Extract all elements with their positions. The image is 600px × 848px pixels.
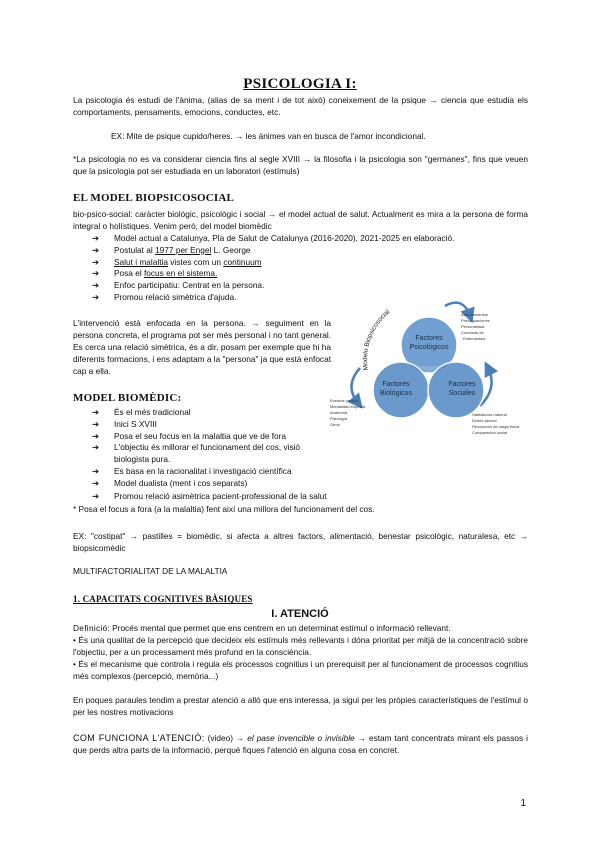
arrow-icon: ➔ (92, 442, 99, 453)
list-item: ➔ Postulat al 1977 per Engel L. George (92, 244, 251, 255)
biopsico-list (92, 233, 522, 304)
atencio-paragraph: En poques paraules tendim a prestar atenció a allò que ens interessa, ja sigui per les pròpies característiques de l'estímul o per les nostres motivacions (73, 695, 528, 717)
biopsico-paragraph: L'intervenció està enfocada en la persona. → seguiment en la persona concreta, el programa pot ser més personal i no tant general. Es cerca una relació simètrica, és a dir, posam per exemple que hi ha diferents formacions, i ens adaptam a la "persona" ja que està enfocat cap a ella. (73, 318, 331, 376)
arrow-icon: ➔ (92, 491, 99, 501)
biomedic-note: * Posa el focus a fora (a la malaltia) fent així una millora del funcionament del cos. (73, 504, 375, 514)
biopsicosocial-diagram (330, 298, 520, 448)
list-item: ➔ Promou relació asimètrica pacient-professional de la salut (92, 491, 327, 501)
list-item: ➔ L'objectiu és millorar el funcionament del cos, visió biologista pura. (92, 442, 301, 465)
arrow-icon: ➔ (92, 418, 99, 429)
arrow-icon: ➔ (92, 407, 99, 417)
diagram-list-item: Otros (330, 422, 340, 427)
arrow-icon: ➔ (92, 280, 99, 291)
arrow-icon: ➔ (92, 256, 99, 267)
diagram-list-item: Anatomía (330, 410, 348, 415)
biomedic-heading: MODEL BIOMÈDIC: (73, 392, 182, 404)
circle-label: Psicológicos (409, 344, 449, 351)
circle-label: Factores (382, 381, 410, 388)
diagram-list-item: Afrontamientos (461, 312, 488, 317)
diagram-list-item: Personalidad (461, 324, 485, 329)
biopsico-intro: bio-psico-social: caràcter biològic, psicològic i social → el model actual de salut. Actualment es mira a la persona de forma integral o holístiques. Venim però, del model biomèdic (73, 209, 528, 231)
atencio-definition: Definició: Procés mental que permet que ens centrem en un determinat estímul o informació rellevant. (73, 623, 451, 633)
circle-label: Factores (448, 381, 476, 388)
arrow-icon: ➔ (92, 244, 99, 255)
page-title: PSICOLOGIA I: (243, 76, 357, 92)
list-item: ➔ Model dualista (ment i cos separats) (92, 477, 248, 488)
arrow-icon: ➔ (92, 291, 99, 302)
biomedic-list (92, 407, 322, 490)
diagram-list-item: Estrés laboral (472, 418, 497, 423)
diagram-list-item: Mentalidad especial (330, 404, 366, 409)
biomedic-example: EX: "costipat" → pastilles = biomèdic, si afecta a altres factors, alimentació, benestar psicològic, naturalesa, etc → biopsicomèdic (73, 531, 528, 553)
page-number: 1 (520, 798, 526, 809)
diagram-list-item: Fisiología (330, 416, 348, 421)
arrow-icon: ➔ (92, 233, 99, 243)
list-item: ➔ Salut i malaltia vistes com un continuum (92, 256, 262, 267)
diagram-list-item: Percepción de carga física (472, 424, 520, 429)
biopsico-heading: EL MODEL BIOPSICOSOCIAL (73, 192, 235, 204)
atencio-bullet: • És el mecanisme que controla i regula els processos cognitius i un prerequisit per al funcionament de processos cognitius més complexos (percepció, memòria...) (73, 659, 528, 681)
diagram-list-item: Eventos previos (330, 398, 359, 403)
list-item: ➔ Promou relació simètrica d'ajuda. (92, 291, 237, 302)
biomedic-list-last (92, 491, 392, 503)
circle-label: Biológicos (380, 390, 412, 397)
atencio-heading: I. ATENCIÓ (271, 608, 329, 620)
list-item: ➔ Posa el seu focus en la malaltia que ve de fora (92, 430, 287, 441)
list-item: ➔ Posa el focus en el sistema. (92, 268, 218, 279)
com-funciona-paragraph: COM FUNCIONA L'ATENCIÓ: (video) → el pase invencible o invisible → estam tant concentrats mirant els passos i que perds altra parts de la informació, perquè fiques l'atenció en alguna cosa en concret. (73, 733, 528, 755)
diagram-list-item: Preocupaciones (461, 318, 490, 323)
list-item: ➔ Model actual a Catalunya, Pla de Salut de Catalunya (2016-2020), 2021-2025 en elaboració. (92, 233, 455, 243)
circle-label: Sociales (448, 390, 476, 397)
diagram-list-item: Conducta de (461, 330, 484, 335)
arrow-icon: ➔ (92, 477, 99, 488)
diagram-list-item: Comparación social (472, 430, 508, 435)
list-item: ➔ Es basa en la racionalitat i investigació científica (92, 465, 292, 476)
list-item: ➔ Inici S XVIII (92, 418, 157, 429)
list-item: ➔ Enfoc participatiu: Centrat en la persona. (92, 280, 265, 291)
diagram-list-item: Satisfacción laboral (472, 412, 507, 417)
arrow-icon: ➔ (92, 465, 99, 476)
atencio-bullet: • És una qualitat de la percepció que decideix els estímuls més rellevants i dóna prioritat per mitjà de la concentració sobre l'objectiu, per a un processament més profund en la consciència. (73, 635, 528, 657)
intro-paragraph: La psicologia és estudi de l'ànima, (alias de sa ment i de tot això) coneixement de la psique → ciencia que estudia els comportaments, pensaments, emocions, conductes, etc. (73, 95, 528, 117)
circle-label: Factores (415, 335, 443, 342)
diagram-list-item: Enfermedad (463, 336, 485, 341)
intro-example: EX: Mite de psique cupido/heres. → les ànimes van en busca de l'amor incondicional. (111, 131, 426, 141)
multifactorial-heading: MULTIFACTORIALITAT DE LA MALALTIA (73, 566, 228, 576)
intro-note: *La psicologia no es va considerar ciencia fins al segle XVIII → la filosofia i la psicologia son "germanes", fins que veuen que la psicologia pot ser estudiada en un laboratori (estímuls) (73, 154, 528, 176)
list-item: ➔ És el més tradicional (92, 407, 191, 417)
diagram-arc-label: Modelo Biopsicosocial (362, 308, 392, 371)
arrow-icon: ➔ (92, 268, 99, 279)
capacitats-heading: 1. CAPACITATS COGNITIVES BÀSIQUES (73, 594, 253, 604)
arrow-icon: ➔ (92, 430, 99, 441)
